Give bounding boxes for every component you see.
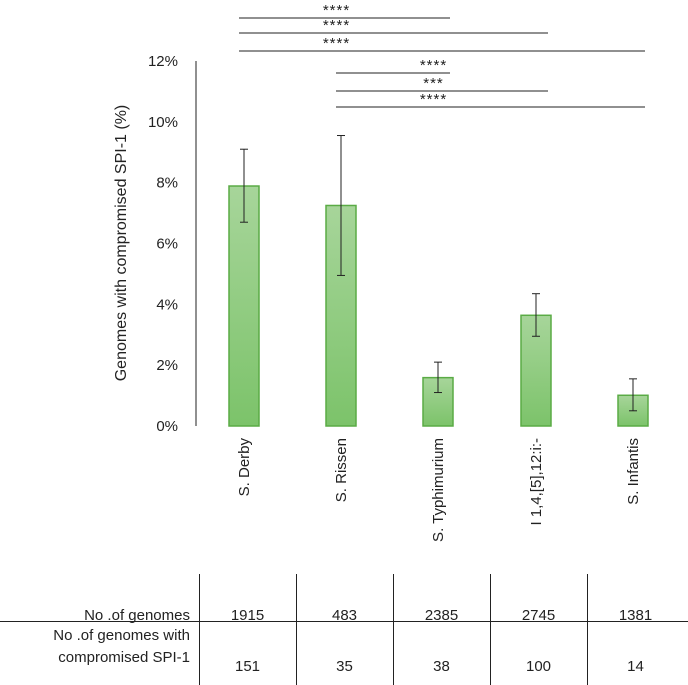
genome-count-table <box>0 574 688 685</box>
category-label: S. Derby <box>236 438 253 497</box>
table-cell: 2385 <box>424 607 459 624</box>
table-cell: 1915 <box>230 607 265 624</box>
table-cell: 35 <box>336 658 353 675</box>
table-row-label: No .of genomes with <box>53 627 190 644</box>
y-tick-label: 8% <box>156 174 178 192</box>
category-label: S. Rissen <box>333 438 350 503</box>
y-tick-label: 4% <box>156 296 178 314</box>
bars <box>229 136 648 426</box>
significance-label: *** <box>423 75 444 92</box>
table-cell: 1381 <box>618 607 653 624</box>
table-cell: 151 <box>234 658 261 675</box>
y-tick-label: 6% <box>156 235 178 253</box>
category-label: I 1,4,[5],12:i:- <box>528 438 545 526</box>
table-cell: 14 <box>627 658 644 675</box>
significance-brackets <box>239 2 645 108</box>
y-tick-label: 10% <box>147 113 178 131</box>
significance-bracket <box>239 17 548 34</box>
significance-label: **** <box>322 2 351 19</box>
table-row-label: No .of genomes <box>84 607 190 624</box>
y-axis <box>148 53 196 435</box>
significance-bracket <box>336 91 645 108</box>
table-cell: 2745 <box>521 607 556 624</box>
category-label: S. Typhimurium <box>430 438 447 542</box>
significance-bracket <box>336 57 450 74</box>
table-cell: 100 <box>525 658 552 675</box>
table-cell: 483 <box>331 607 358 624</box>
y-tick-label: 2% <box>156 357 178 375</box>
y-tick-label: 12% <box>147 53 178 70</box>
significance-bracket <box>336 75 548 92</box>
significance-bracket <box>239 35 645 52</box>
significance-label: **** <box>419 91 448 108</box>
y-axis-label: Genomes with compromised SPI-1 (%) <box>113 104 130 382</box>
significance-label: **** <box>419 57 448 74</box>
y-tick-label: 0% <box>156 418 178 435</box>
category-label: S. Infantis <box>625 438 642 505</box>
significance-label: **** <box>322 35 351 52</box>
table-row-label: compromised SPI-1 <box>58 649 190 666</box>
significance-label: **** <box>322 17 351 34</box>
category-labels <box>236 438 642 542</box>
table-cell: 38 <box>433 658 450 675</box>
